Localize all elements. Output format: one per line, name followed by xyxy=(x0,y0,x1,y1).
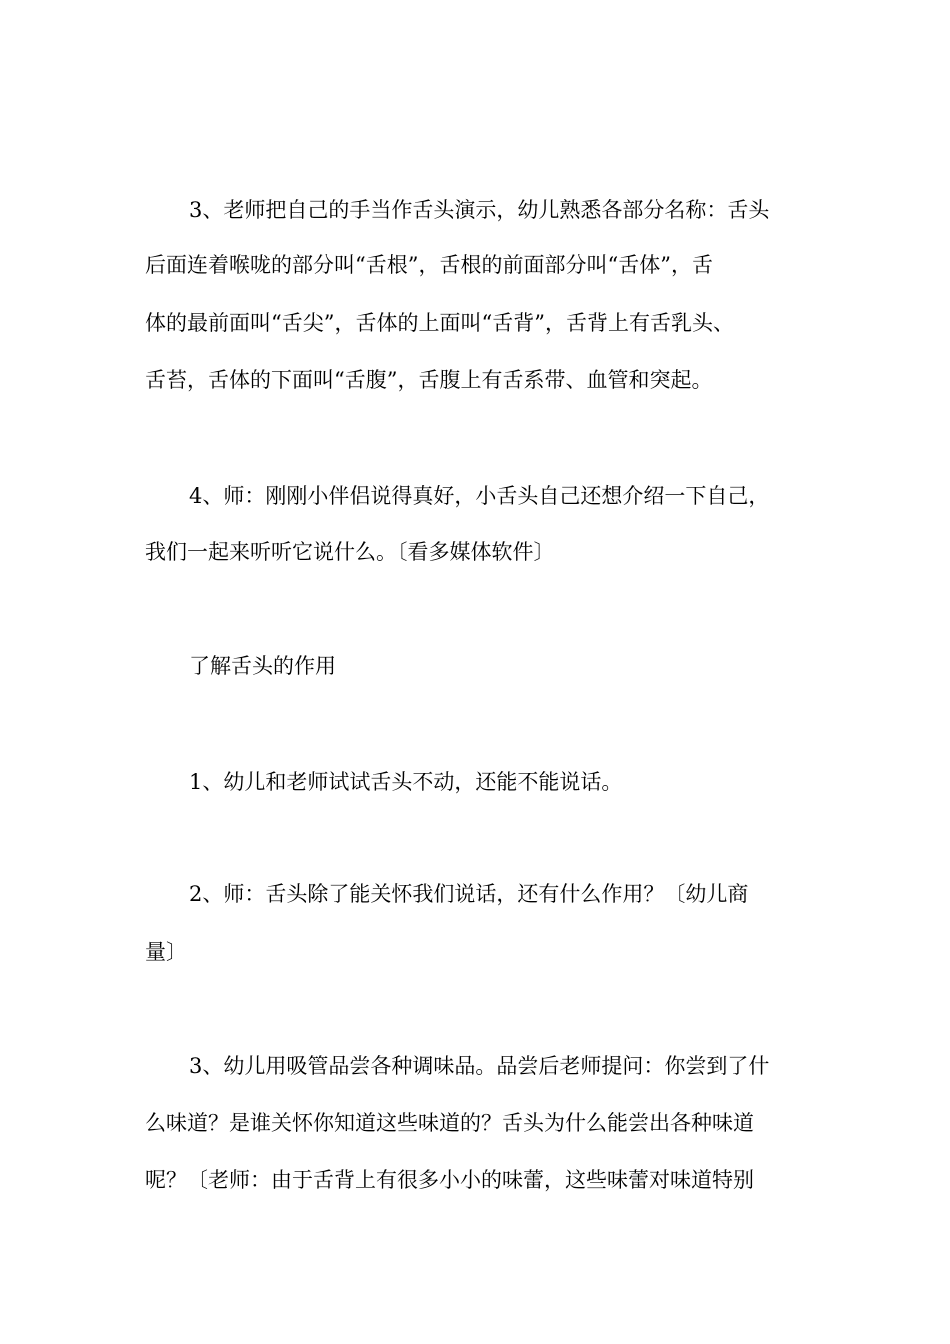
paragraph-1-line-2: 后面连着喉咙的部分叫“舌根”，舌根的前面部分叫“舌体”，舌 xyxy=(145,253,713,277)
paragraph-3-line-1: 1、幼儿和老师试试舌头不动，还能不能说话。 xyxy=(189,770,623,794)
paragraph-5-line-1: 3、幼儿用吸管品尝各种调味品。品尝后老师提问：你尝到了什 xyxy=(189,1054,770,1078)
paragraph-2-line-2: 我们一起来听听它说什么。〔看多媒体软件〕 xyxy=(145,540,555,564)
paragraph-1-line-4: 舌苔，舌体的下面叫“舌腹”，舌腹上有舌系带、血管和突起。 xyxy=(145,368,713,392)
paragraph-4-line-2: 量〕 xyxy=(145,940,187,964)
paragraph-1-line-3: 体的最前面叫“舌尖”，舌体的上面叫“舌背”，舌背上有舌乳头、 xyxy=(145,311,734,335)
paragraph-4-line-1: 2、师：舌头除了能关怀我们说话，还有什么作用？〔幼儿商 xyxy=(189,882,749,906)
paragraph-5-line-2: 么味道？是谁关怀你知道这些味道的？舌头为什么能尝出各种味道 xyxy=(145,1111,754,1135)
paragraph-1-line-1: 3、老师把自己的手当作舌头演示，幼儿熟悉各部分名称：舌头 xyxy=(189,198,770,222)
paragraph-5-line-3: 呢？〔老师：由于舌背上有很多小小的味蕾，这些味蕾对味道特别 xyxy=(145,1168,754,1192)
section-heading: 了解舌头的作用 xyxy=(189,654,336,678)
paragraph-2-line-1: 4、师：刚刚小伴侣说得真好，小舌头自己还想介绍一下自己， xyxy=(189,484,770,508)
